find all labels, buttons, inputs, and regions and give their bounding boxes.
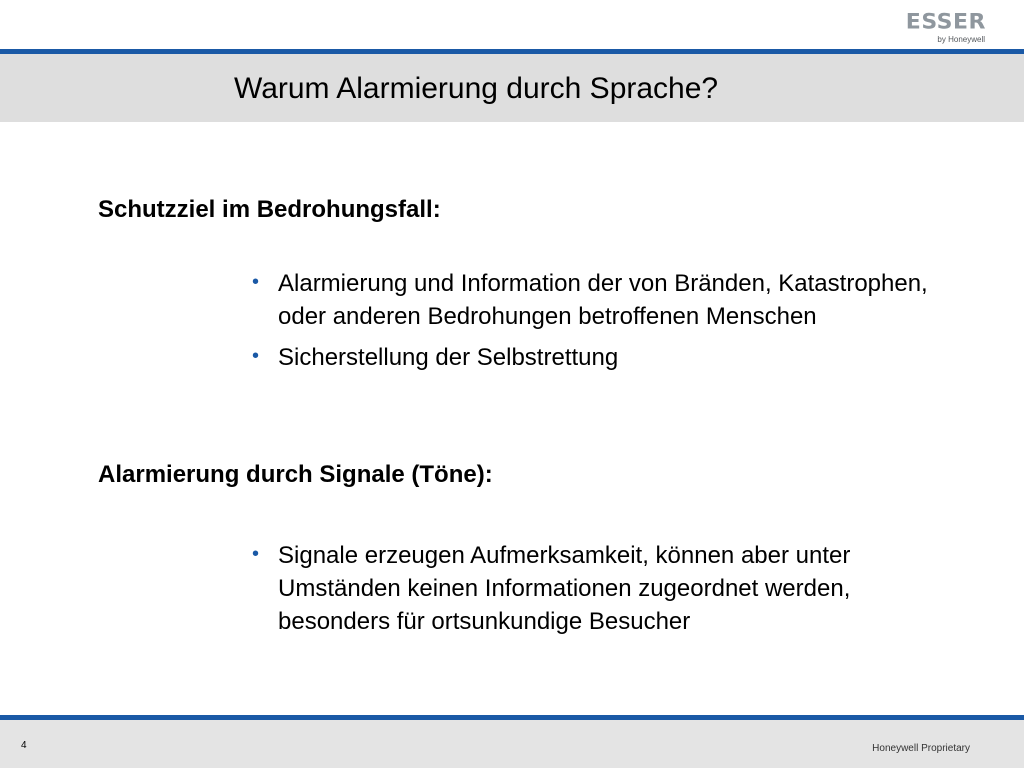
logo-wordmark: ESSER: [905, 10, 986, 35]
footer-band: [0, 720, 1024, 768]
section-heading-schutzziel: Schutzziel im Bedrohungsfall:: [98, 196, 441, 223]
logo-subline: by Honeywell: [937, 35, 985, 44]
list-item: [250, 267, 950, 333]
footer-proprietary-note: Honeywell Proprietary: [872, 743, 970, 754]
bullet-dot-icon: •: [252, 271, 260, 293]
list-item: [250, 539, 950, 638]
list-item-text: Signale erzeugen Aufmerksamkeit, können aber unter Umständen keinen Informationen zugeordnet werden, besonders für ortsunkundige Besucher: [278, 542, 851, 635]
bullet-list-signale: [250, 539, 950, 646]
slide-title: Warum Alarmierung durch Sprache?: [234, 72, 719, 105]
page-number: 4: [21, 740, 27, 751]
section-heading-signale: Alarmierung durch Signale (Töne):: [98, 461, 493, 488]
list-item-text: Alarmierung und Information der von Bränden, Katastrophen, oder anderen Bedrohungen betroffenen Menschen: [278, 270, 928, 330]
list-item-text: Sicherstellung der Selbstrettung: [278, 344, 619, 371]
bullet-list-schutzziel: [250, 267, 950, 382]
list-item: [250, 341, 950, 374]
bullet-dot-icon: •: [252, 345, 260, 367]
esser-logo: [906, 12, 986, 44]
bullet-dot-icon: •: [252, 543, 260, 565]
